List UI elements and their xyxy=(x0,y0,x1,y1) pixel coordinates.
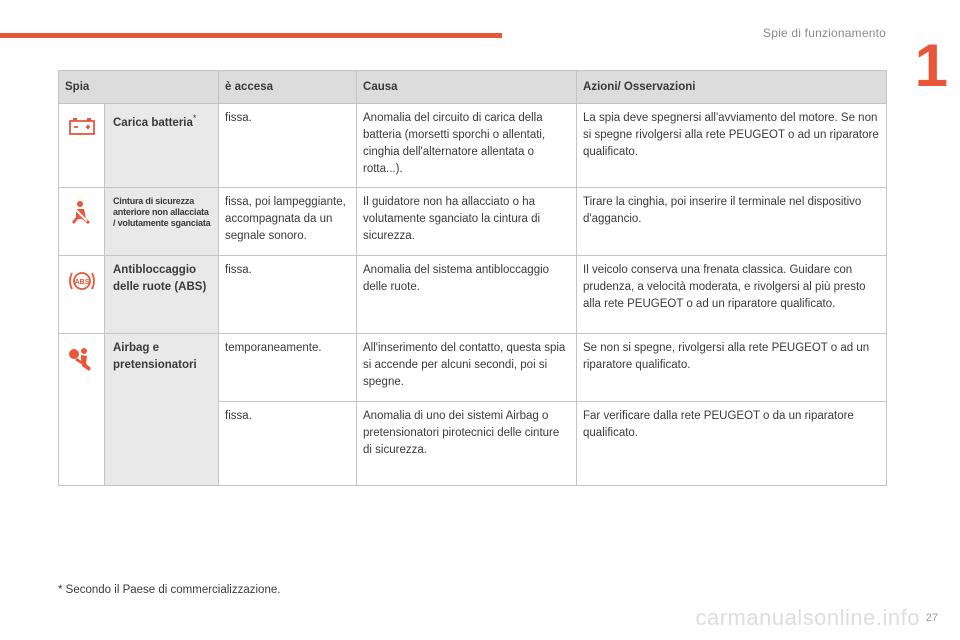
icon-cell xyxy=(59,334,105,486)
table-row xyxy=(59,188,887,256)
action-cell: Tirare la cinghia, poi inserire il terminale nel dispositivo d'aggancio. xyxy=(577,188,887,256)
on-cell: fissa. xyxy=(219,256,357,334)
on-cell: temporaneamente. xyxy=(219,334,357,402)
airbag-icon xyxy=(67,365,97,377)
action-cell: Se non si spegne, rivolgersi alla rete PEUGEOT o ad un riparatore qualificato. xyxy=(577,334,887,402)
header-azioni: Azioni/ Osservazioni xyxy=(577,71,887,104)
header-accesa: è accesa xyxy=(219,71,357,104)
action-cell: La spia deve spegnersi all'avviamento del motore. Se non si spegne rivolgersi alla rete PEUGEOT o ad un riparatore qualificato. xyxy=(577,104,887,188)
cause-cell: Anomalia del circuito di carica della batteria (morsetti sporchi o allentati, cinghia dell'alternatore allentata o rotta...). xyxy=(357,104,577,188)
icon-cell xyxy=(59,104,105,188)
name-cell: Airbag e pretensionatori xyxy=(105,334,219,486)
abs-icon xyxy=(67,279,97,297)
header-accent-bar xyxy=(0,33,502,38)
name-cell: Carica batteria* xyxy=(105,104,219,188)
header-causa: Causa xyxy=(357,71,577,104)
table-row xyxy=(59,256,887,334)
seatbelt-icon xyxy=(70,217,94,229)
cause-cell: All'inserimento del contatto, questa spia si accende per alcuni secondi, poi si spegne. xyxy=(357,334,577,402)
name-cell: Antibloccaggio delle ruote (ABS) xyxy=(105,256,219,334)
cause-cell: Anomalia di uno dei sistemi Airbag o pretensionatori pirotecnici delle cinture di sicurezza. xyxy=(357,402,577,486)
action-cell: Il veicolo conserva una frenata classica. Guidare con prudenza, a velocità moderata, e rivolgersi al più presto alla rete PEUGEOT o ad un riparatore qualificato. xyxy=(577,256,887,334)
page-number: 27 xyxy=(925,612,938,624)
icon-cell xyxy=(59,256,105,334)
on-cell: fissa. xyxy=(219,104,357,188)
header-spia: Spia xyxy=(59,71,219,104)
footnote: * Secondo il Paese di commercializzazione. xyxy=(58,584,281,596)
battery-icon xyxy=(68,127,96,139)
table-row xyxy=(59,334,887,402)
section-title: Spie di funzionamento xyxy=(763,26,886,40)
icon-cell xyxy=(59,188,105,256)
name-cell: Cintura di sicurezza anteriore non allacciata / volutamente sganciata xyxy=(105,188,219,256)
table-row xyxy=(59,104,887,188)
svg-text:ABS: ABS xyxy=(74,279,89,286)
on-cell: fissa, poi lampeggiante, accompagnata da un segnale sonoro. xyxy=(219,188,357,256)
warning-lights-table xyxy=(58,70,887,486)
action-cell: Far verificare dalla rete PEUGEOT o da un riparatore qualificato. xyxy=(577,402,887,486)
on-cell: fissa. xyxy=(219,402,357,486)
cause-cell: Il guidatore non ha allacciato o ha volutamente sganciato la cintura di sicurezza. xyxy=(357,188,577,256)
chapter-number: 1 xyxy=(914,32,948,99)
watermark: carmanualsonline.info xyxy=(695,605,920,630)
table-header-row xyxy=(59,71,887,104)
cause-cell: Anomalia del sistema antibloccaggio delle ruote. xyxy=(357,256,577,334)
